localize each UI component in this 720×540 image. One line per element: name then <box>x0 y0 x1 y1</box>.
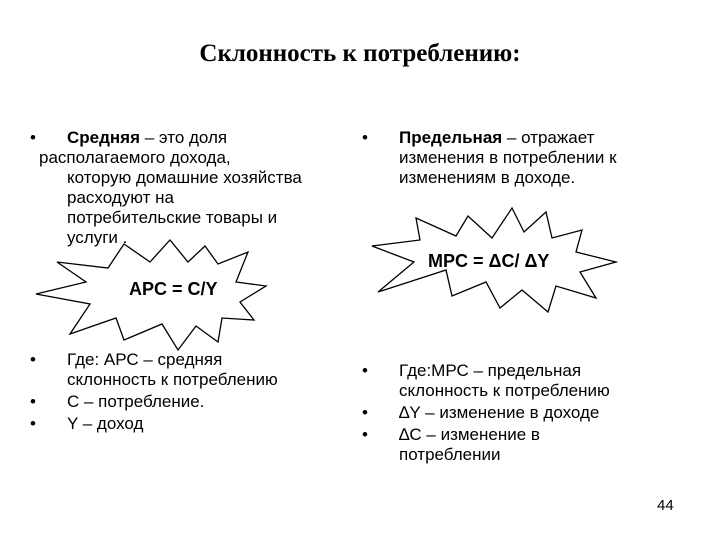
apc-formula: APC = C/Y <box>129 279 218 299</box>
left-def-line1: – это доля <box>140 128 228 147</box>
left-def-line6: услуги . <box>67 228 128 247</box>
list-item: • Где: АРС – средняя склонность к потреблению <box>30 350 278 389</box>
left-term: Средняя <box>67 128 141 147</box>
right-def-line3: изменениям в доходе. <box>399 168 576 187</box>
left-def-line3: которую домашние хозяйства <box>67 168 302 187</box>
list-item: • ∆C – изменение в потреблении <box>362 425 540 464</box>
list-item: • ∆Y – изменение в доходе <box>362 403 600 422</box>
left-notes <box>30 350 360 436</box>
left-def-line2: располагаемого дохода, <box>39 148 231 167</box>
list-item: • Y – доход <box>30 414 144 433</box>
left-bullet: • <box>30 128 36 147</box>
left-def-line5: потребительские товары и <box>67 208 278 227</box>
page-number: 44 <box>657 497 674 514</box>
list-item: • С – потребление. <box>30 392 205 411</box>
mpc-formula: MPC = ΔC/ ΔY <box>428 251 550 271</box>
right-def-line1: – отражает <box>502 128 595 147</box>
left-def-line4: расходуют на <box>67 188 174 207</box>
right-term: Предельная <box>399 128 503 147</box>
slide-title: Склонность к потреблению: <box>199 40 521 67</box>
right-def-line2: изменения в потреблении к <box>399 148 617 167</box>
right-notes <box>362 361 702 465</box>
right-bullet: • <box>362 128 368 147</box>
list-item: • Где:МРС – предельная склонность к потреблению <box>362 361 610 400</box>
